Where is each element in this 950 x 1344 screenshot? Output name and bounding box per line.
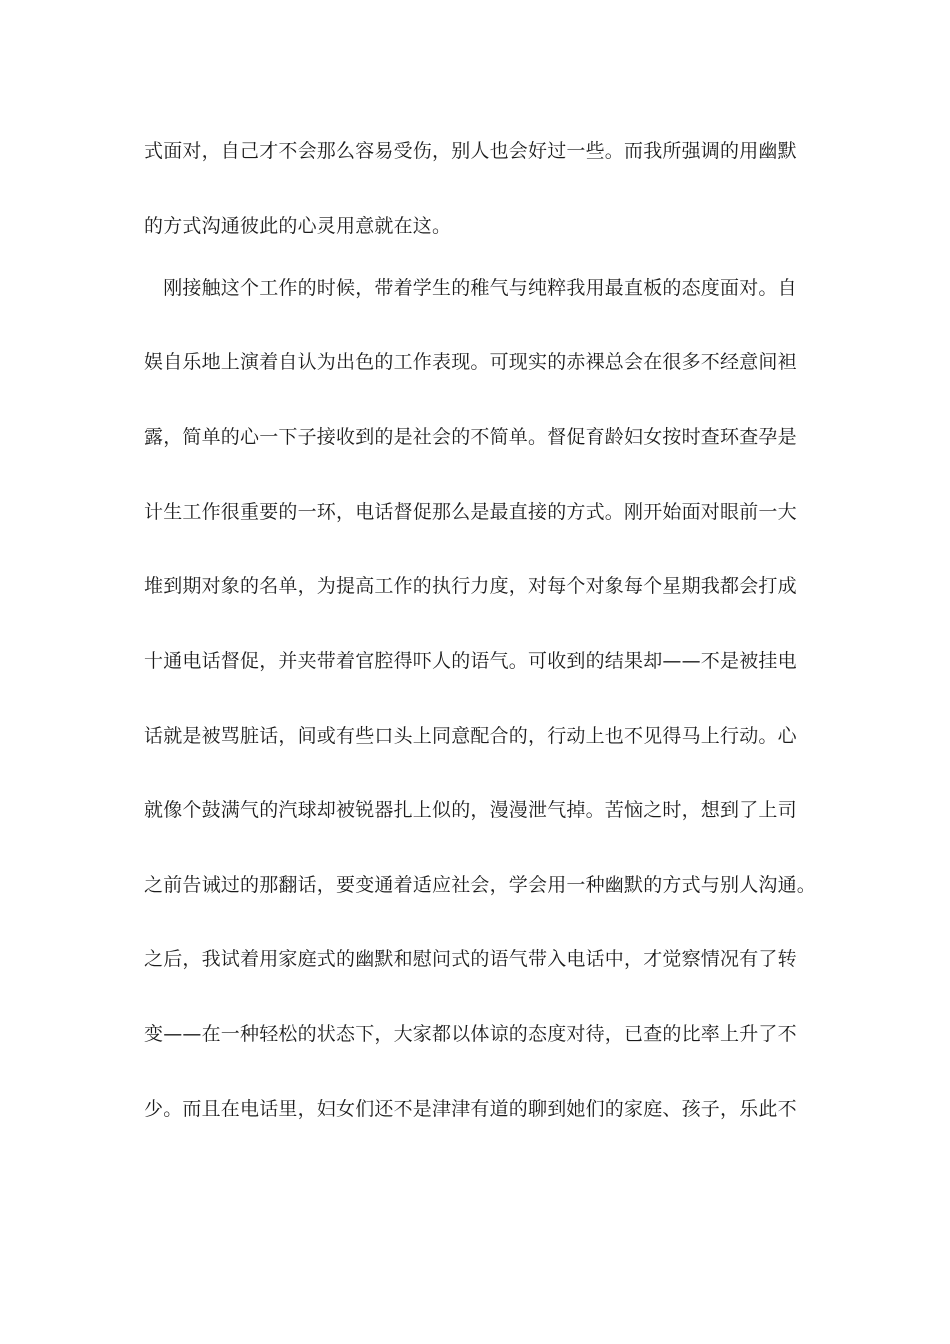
text-line: 之前告诫过的那翻话，要变通着适应社会，学会用一种幽默的方式与别人沟通。 [144,874,817,896]
text-line: 计生工作很重要的一环，电话督促那么是最直接的方式。刚开始面对眼前一大 [144,501,797,523]
text-line: 少。而且在电话里，妇女们还不是津津有道的聊到她们的家庭、孩子，乐此不 [144,1098,797,1120]
text-line: 的方式沟通彼此的心灵用意就在这。 [144,215,452,237]
text-line: 露，简单的心一下子接收到的是社会的不简单。督促育龄妇女按时查环查孕是 [144,426,797,448]
text-line: 堆到期对象的名单，为提高工作的执行力度，对每个对象每个星期我都会打成 [144,575,797,597]
text-line: 娱自乐地上演着自认为出色的工作表现。可现实的赤裸总会在很多不经意间袒 [144,351,797,373]
text-line: 变——在一种轻松的状态下，大家都以体谅的态度对待，已查的比率上升了不 [144,1023,797,1045]
text-line: 式面对，自己才不会那么容易受伤，别人也会好过一些。而我所强调的用幽默 [144,140,797,162]
text-line: 就像个鼓满气的汽球却被锐器扎上似的，漫漫泄气掉。苦恼之时，想到了上司 [144,799,797,821]
text-line: 话就是被骂脏话，间或有些口头上同意配合的，行动上也不见得马上行动。心 [144,725,797,747]
text-line: 十通电话督促，并夹带着官腔得吓人的语气。可收到的结果却——不是被挂电 [144,650,797,672]
text-line: 刚接触这个工作的时候，带着学生的稚气与纯粹我用最直板的态度面对。自 [144,277,797,299]
text-line: 之后，我试着用家庭式的幽默和慰问式的语气带入电话中，才觉察情况有了转 [144,948,797,970]
